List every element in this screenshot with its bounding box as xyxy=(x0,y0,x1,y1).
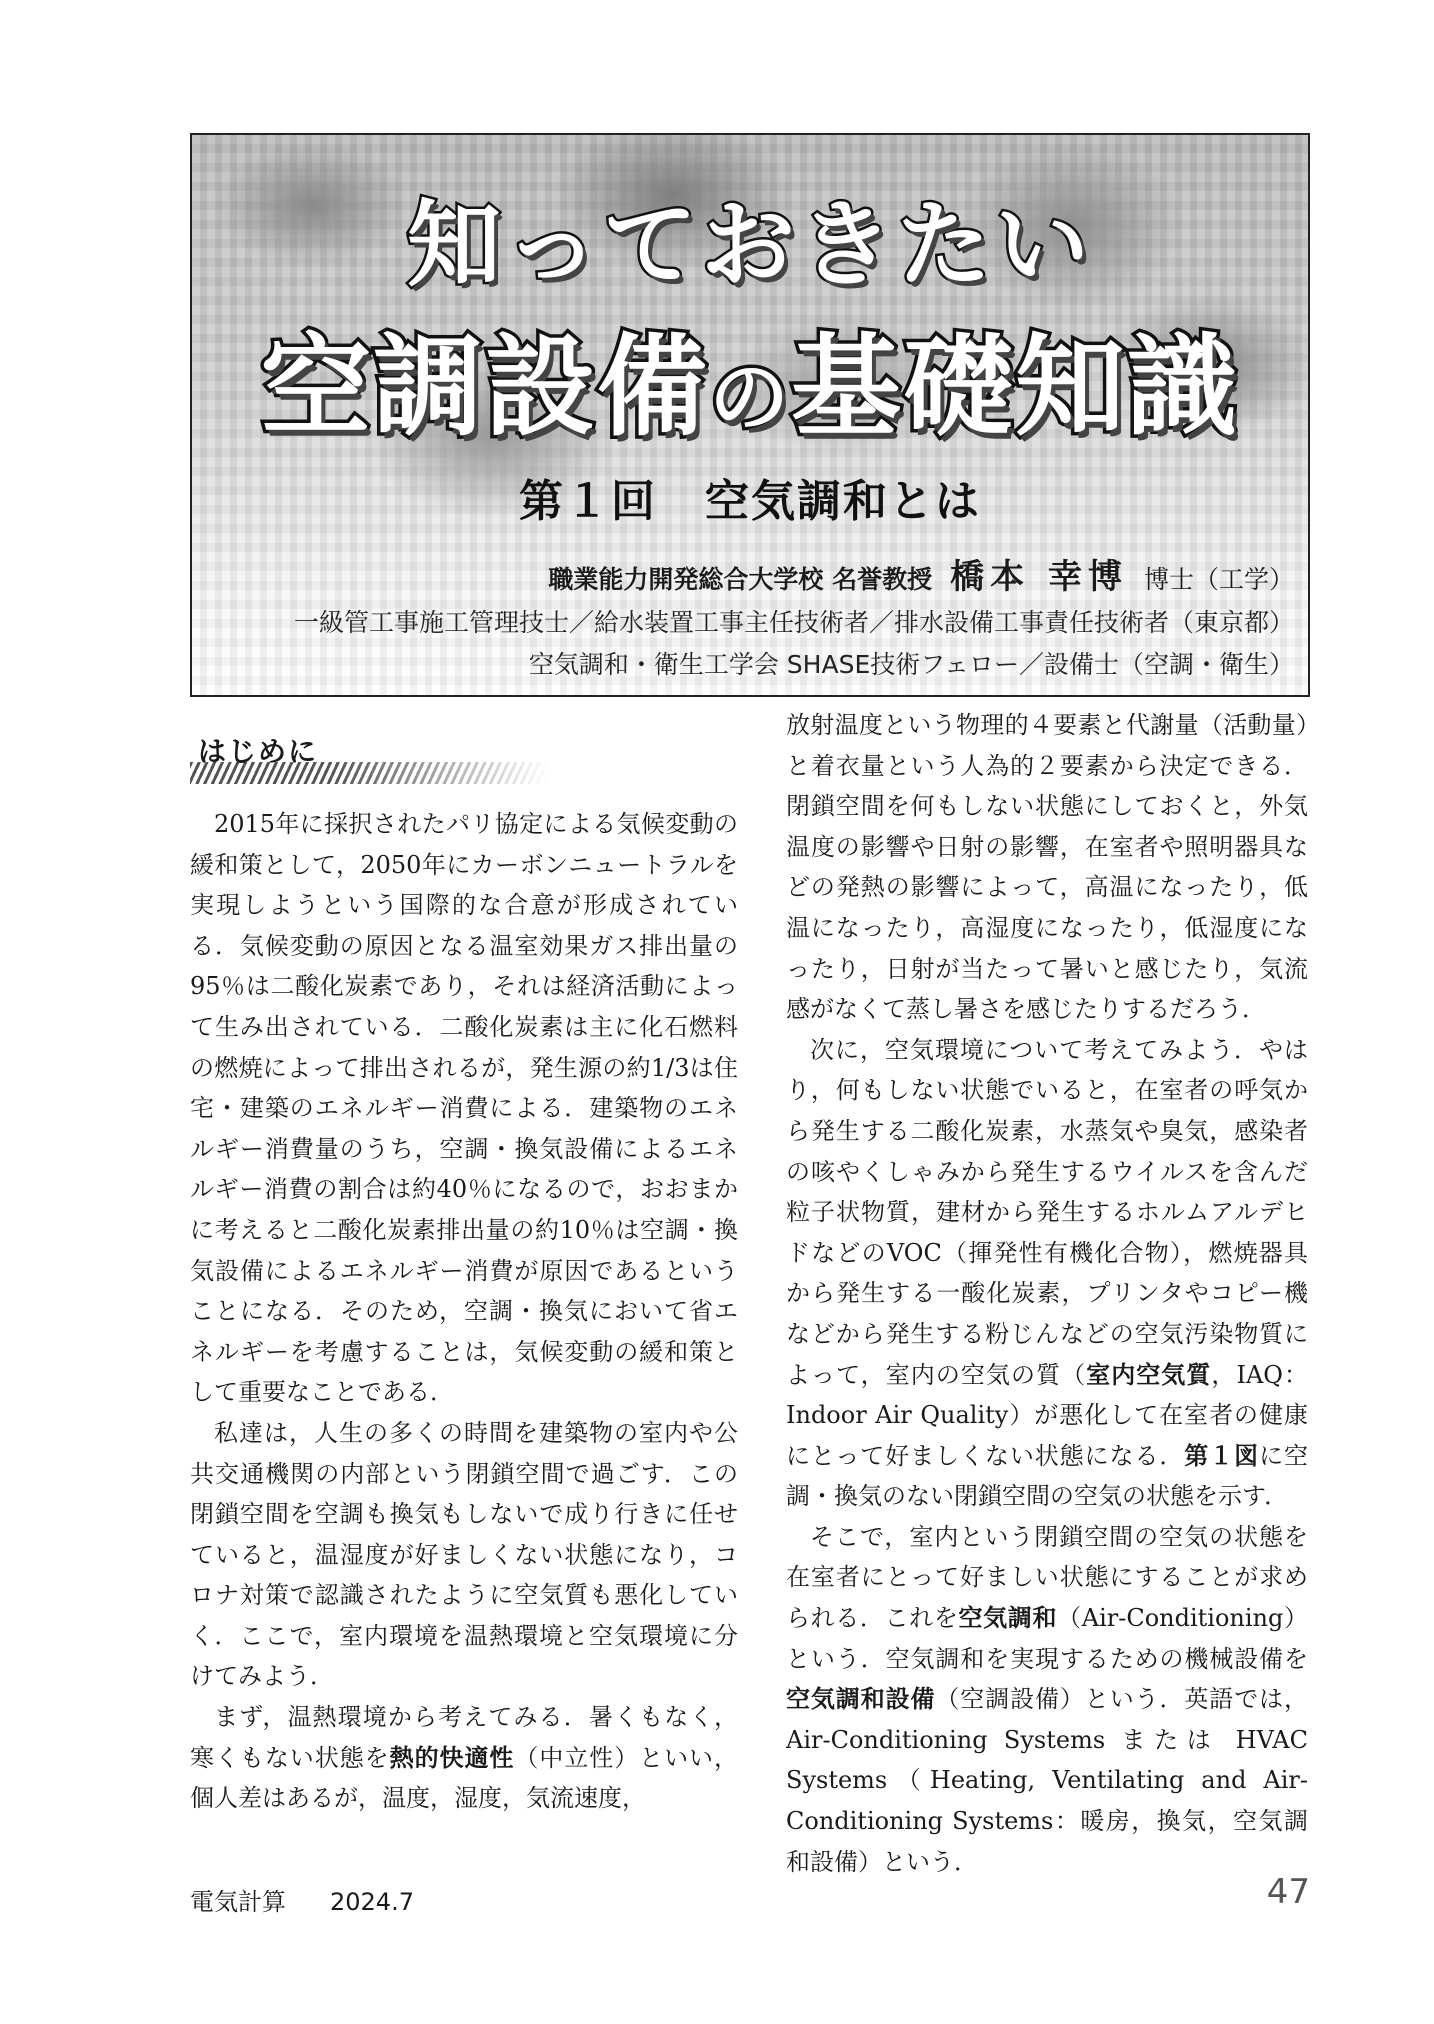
running-footer xyxy=(190,1882,414,1917)
author-name: 橋本 幸博 xyxy=(950,557,1128,597)
series-title: 知っておきたい xyxy=(406,191,1093,300)
author-credentials-2: 空気調和・衛生工学会 SHASE技術フェロー／設備士（空調・衛生） xyxy=(528,650,1294,679)
episode-number: 第１回 xyxy=(519,476,657,527)
paragraph-text: そこで，室内という閉鎖空間の空気の状態を在室者にとって好ましい状態にすることが求められる．これを xyxy=(786,1522,1308,1633)
article-title-part1: 空調設備 xyxy=(261,323,709,451)
paragraph-text: まず，温熱環境から考えてみる．暑くもなく，寒くもない状態を xyxy=(190,1703,738,1772)
paragraph: 私達は，人生の多くの時間を建築物の室内や公共交通機関の内部という閉鎖空間で過ごす．この閉鎖空間を空調も換気もしないで成り行きに任せていると，温湿度が好ましくない状態になり，コロナ対策で認識されたように空気質も悪化していく．ここで，室内環境を温熱環境と空気環境に分けてみよう． xyxy=(190,1418,738,1691)
paragraph-text: （中立性）といい，個人差はあるが，温度，湿度，気流速度， xyxy=(190,1743,739,1813)
paragraph: 2015年に採択されたパリ協定による気候変動の緩和策として，2050年にカーボンニュートラルを実現しようという国際的な合意が形成されている．気候変動の原因となる温室効果ガス排出量の95％は二酸化炭素であり，それは経済活動によって生み出されている．二酸化炭素は主に化石燃料の燃焼によって排出されるが，発生源の約1/3は住宅・建築のエネルギー消費による．建築物のエネルギー消費量のうち，空調・換気設備によるエネルギー消費の割合は約40％になるので，おおまかに考えると二酸化炭素排出量の約10％は空調・換気設備によるエネルギー消費が原因であるということになる．そのため，空調・換気において省エネルギーを考慮することは，気候変動の緩和策として重要なことである． xyxy=(190,810,738,1407)
episode-subtitle: 空気調和とは xyxy=(705,476,981,527)
left-column xyxy=(190,730,738,1819)
author-degree: 博士（工学） xyxy=(1143,565,1294,594)
article-title-part2: 基礎知識 xyxy=(791,323,1239,451)
bold-term: 室内空気質 xyxy=(1086,1360,1212,1389)
bold-term: 空気調和 xyxy=(958,1604,1058,1633)
title-banner xyxy=(190,133,1310,697)
section-heading xyxy=(190,730,738,786)
article-title-particle: の xyxy=(709,351,791,444)
right-column xyxy=(786,705,1308,1882)
paragraph-text: 次に，空気環境について考えてみよう．やはり，何もしない状態でいると，在室者の呼気から発生する二酸化炭素，水蒸気や臭気，感染者の咳やくしゃみから発生するウイルスを含んだ粒子状物質，建材から発生するホルムアルデヒドなどのVOC（揮発性有機化合物），燃焼器具から発生する一酸化炭素，プリンタやコピー機などから発生する粉じんなどの空気汚染物質によって，室内の空気の質（ xyxy=(786,1035,1308,1389)
bold-term: 空気調和設備 xyxy=(786,1685,936,1714)
journal-name: 電気計算 xyxy=(190,1888,286,1916)
issue-date: 2024.7 xyxy=(330,1888,414,1916)
paragraph xyxy=(786,1030,1308,1517)
paragraph-text: に空調・換気のない閉鎖空間の空気の状態を示す． xyxy=(786,1441,1309,1511)
paragraph-text: （空調設備）という．英語では，Air-Conditioning Systems または HVAC Systems（Heating, Ventilating and Air-Conditioning Systems：暖房，換気，空気調和設備）という． xyxy=(786,1685,1309,1876)
paragraph xyxy=(190,1697,738,1819)
paragraph-text: （Air-Conditioning）という．空気調和を実現するための機械設備を xyxy=(786,1604,1309,1673)
bold-term: 熱的快適性 xyxy=(389,1743,515,1772)
article-title xyxy=(192,299,1308,457)
author-affiliation: 職業能力開発総合大学校 名誉教授 xyxy=(548,565,933,594)
author-block xyxy=(294,555,1294,686)
figure-reference: 第１図 xyxy=(1184,1441,1260,1470)
episode-title xyxy=(192,465,1308,529)
author-line xyxy=(294,555,1294,602)
page-number: 47 xyxy=(1266,1872,1310,1912)
paragraph xyxy=(786,1517,1308,1882)
paragraph: 放射温度という物理的４要素と代謝量（活動量）と着衣量という人為的２要素から決定できる．閉鎖空間を何もしない状態にしておくと，外気温度の影響や日射の影響，在室者や照明器具などの発熱の影響によって，高温になったり，低温になったり，高湿度になったり，低湿度になったり，日射が当たって暑いと感じたり，気流感がなくて蒸し暑さを感じたりするだろう． xyxy=(786,711,1308,1024)
paragraph-text: ，IAQ：Indoor Air Quality）が悪化して在室者の健康にとって好ましくない状態になる． xyxy=(786,1360,1308,1470)
section-heading-label: はじめに xyxy=(198,735,319,768)
author-credentials-1: 一級管工事施工管理技士／給水装置工事主任技術者／排水設備工事責任技術者（東京都） xyxy=(293,608,1294,637)
